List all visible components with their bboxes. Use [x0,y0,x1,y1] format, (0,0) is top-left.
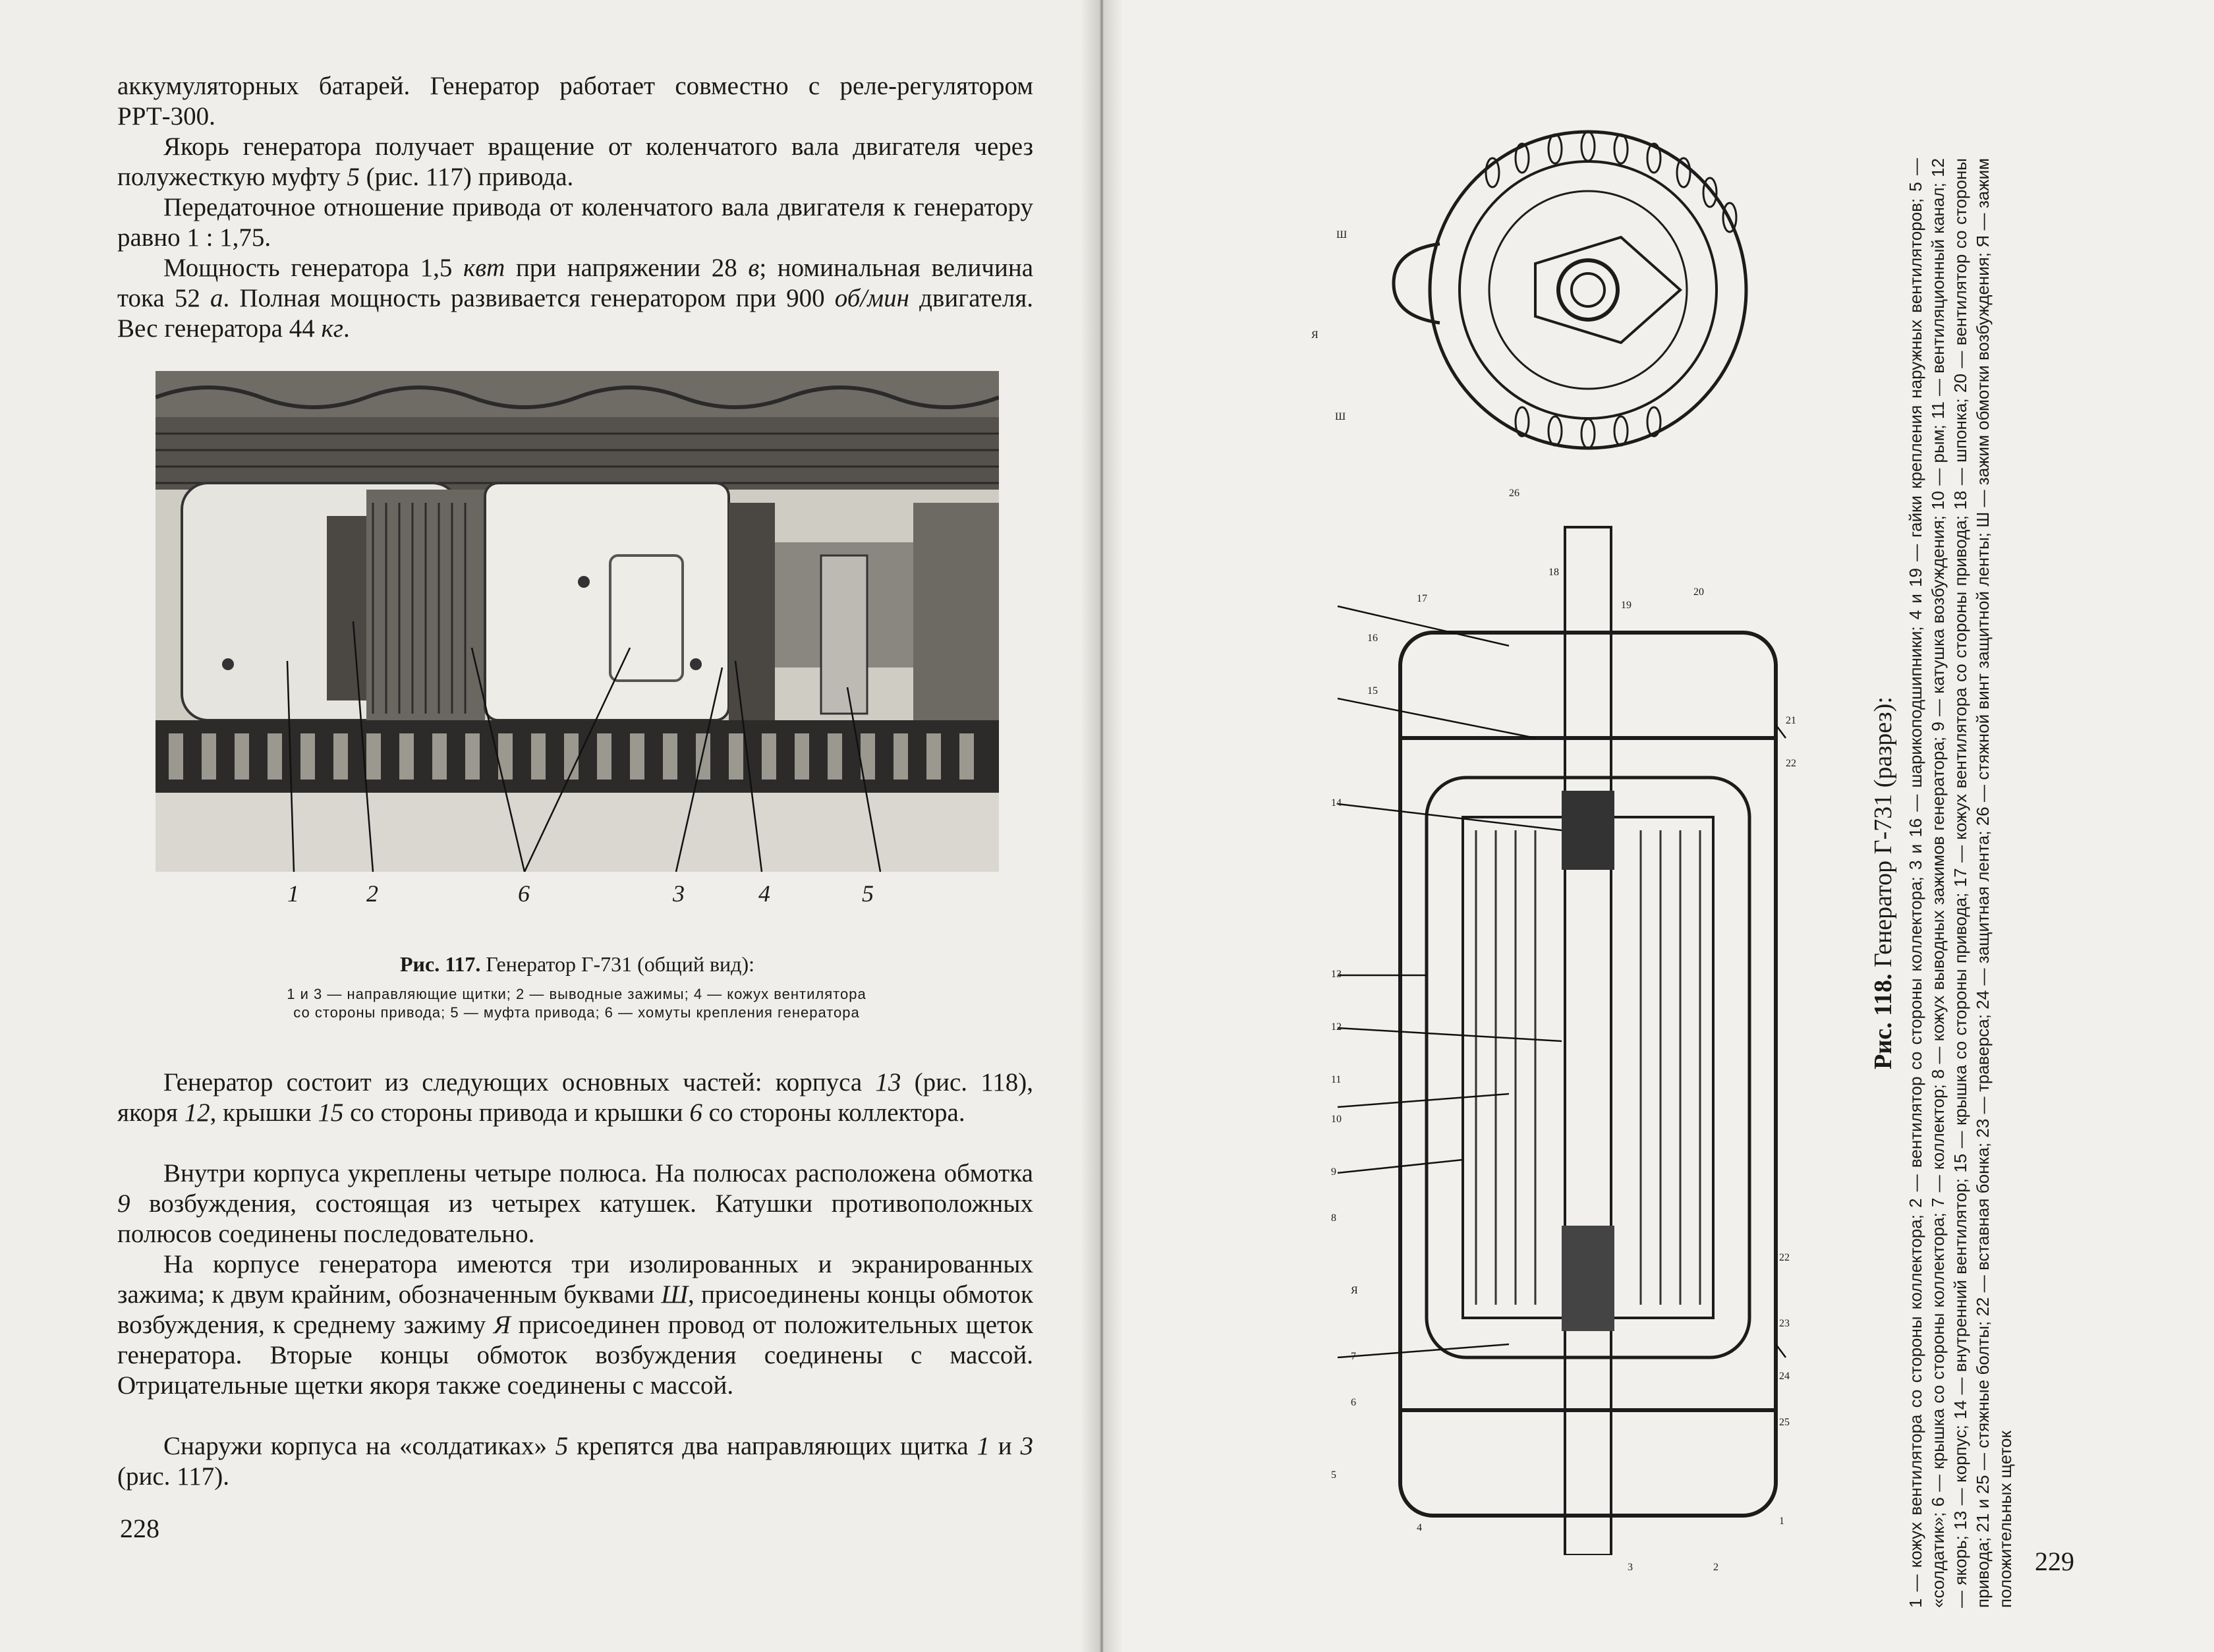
paragraph-4 [117,253,1033,344]
p5-ref-15: 15 [318,1098,344,1127]
fig118-callout-3: 3 [1628,1562,1633,1573]
p5-ref-6: 6 [689,1098,702,1127]
fig118-callout-5: 5 [1331,1469,1336,1481]
fig118-callout-1: 1 [1779,1516,1784,1527]
p7-c: присоединен провод от положительных щеток генератора. Вторые концы обмоток возбуждения соединены с массой. Отрицательные щетки якоря также соединены с массой. [117,1311,1033,1400]
figure-118-caption-title: Рис. 118. [1869,973,1897,1069]
fig118-callout-18: 18 [1548,567,1559,578]
paragraph-7 [117,1249,1033,1401]
figure-117-legend [171,985,982,1022]
fig118-callout-11: 11 [1331,1074,1342,1085]
p4-b: при напряжении 28 [505,254,749,282]
p8-b: крепятся два направляющих щитка [568,1432,977,1460]
p6-ref-9: 9 [117,1189,130,1218]
fig118-callout-7: 7 [1351,1351,1356,1362]
figure-118-caption-block [1869,158,2106,1608]
p4-unit-rpm: об/мин [834,284,909,312]
fig118-callout-26: 26 [1509,488,1519,499]
p4-unit-kg: кг [321,314,343,343]
fig117-callout-2: 2 [366,880,378,907]
paragraph-1 [117,71,1033,132]
p2-text-b: (рис. 117) привода. [359,163,574,191]
p7-letter-ya: Я [494,1311,511,1339]
p4-unit-a: а [210,284,223,312]
fig118-callout-9: 9 [1331,1166,1336,1178]
fig118-callout-25: 25 [1779,1417,1790,1428]
paragraph-3 [117,192,1033,253]
figure-117-caption-title: Рис. 117. [400,952,481,976]
p6-b: возбуждения, состоящая из четырех катушек. Катушки противоположных полюсов соединены последовательно. [117,1189,1033,1248]
p4-d: . Полная мощность развивается генератором при 900 [223,284,835,312]
fig118-callout-6: 6 [1351,1397,1356,1408]
p2-text-a: Якорь генератора получает вращение от коленчатого вала двигателя через полужесткую муфту [117,132,1033,191]
paragraph-8 [117,1431,1033,1492]
book-gutter [1081,0,1123,1652]
fig118-callout-8: 8 [1331,1212,1336,1224]
p4-unit-v: в [748,254,760,282]
p4-e: двигателя. Вес генератора 44 [117,284,1034,343]
paragraph-2 [117,132,1033,192]
fig118-callout-4: 4 [1417,1522,1422,1533]
fig117-callout-1: 1 [287,880,299,907]
p4-f: . [343,314,350,343]
fig118-callout-10: 10 [1331,1114,1342,1125]
fig118-callout-17: 17 [1417,593,1427,604]
left-page [0,0,1102,1652]
p5-ref-12: 12 [184,1098,210,1127]
p8-ref-3: 3 [1020,1432,1033,1460]
p8-ref-5: 5 [555,1432,569,1460]
p7-a: На корпусе генератора имеются три изолированных и экранированных зажима; к двум крайним, обозначенным буквами [117,1250,1033,1309]
figure-117 [156,371,999,927]
p4-c: ; номинальная величина тока 52 [117,254,1033,312]
p8-ref-1: 1 [977,1432,990,1460]
figure-118-legend: 1 — кожух вентилятора со стороны коллектора; 2 — вентилятор со стороны коллектора; 3 и 16 — шарикоподшипники; 4 и 19 — гайки крепления наружных вентиляторов; 5 — «солдатик»; 6 — крышка со стороны коллектора; 7 — коллектор; 8 — кожух выводных зажимов генератора; 9 — катушка возбуждения; 10 — рым; 11 — вентиляционный канал; 12 — якорь; 13 — корпус; 14 — внутренний вентилятор; 15 — крышка со стороны привода; 17 — кожух вентилятора со стороны привода; 18 — шпонка; 20 — вентилятор со стороны привода; 21 и 25 — стяжные болты; 22 — вставная бонка; 23 — траверса; 24 — защитная лента; 26 — стяжной винт защитной ленты; Ш — зажим обмотки возбуждения; Я — зажим положительных щеток [1906,158,2015,1608]
p5-c: , крышки [210,1098,318,1127]
fig117-callout-5: 5 [862,880,874,907]
paragraph-3-text: Передаточное отношение привода от коленчатого вала двигателя к генератору равно 1 : 1,75. [117,193,1033,252]
figure-118-caption-text: Генератор Г-731 (разрез): [1869,697,1897,974]
fig118-callout-24: 24 [1779,1371,1790,1382]
p5-d: со стороны привода и крышки [343,1098,690,1127]
page-number-left: 228 [120,1514,159,1543]
p2-ref-5: 5 [347,163,360,191]
p5-b: (рис. 118), якоря [117,1068,1033,1127]
paragraph-1-text: аккумуляторных батарей. Генератор работает совместно с реле-регулятором РРТ-300. [117,72,1033,130]
fig118-callout-22-bottom: 22 [1779,1252,1790,1263]
fig118-callout-20: 20 [1693,586,1704,598]
figure-117-caption-text: Генератор Г-731 (общий вид): [480,952,754,976]
p8-d: (рис. 117). [117,1462,229,1491]
fig118-callout-22-top: 22 [1786,758,1796,769]
fig118-callout-23: 23 [1779,1318,1790,1329]
p8-a: Снаружи корпуса на «солдатиках» [163,1432,555,1460]
figure-118 [1311,105,1812,1555]
fig118-callout-19: 19 [1621,600,1632,611]
fig118-callout-21: 21 [1786,715,1796,726]
figure-118-caption [1869,158,1898,1608]
fig118-callout-sh-top: Ш [1336,229,1348,241]
generator-photo [156,371,999,872]
p4-a: Мощность генератора 1,5 [163,254,463,282]
fig118-callout-12: 12 [1331,1021,1342,1033]
p7-b: , присоединены концы обмоток возбуждения, к среднему зажиму [117,1280,1034,1339]
p5-e: со стороны коллектора. [702,1098,965,1127]
fig117-callout-6: 6 [518,880,530,907]
fig118-callout-2: 2 [1713,1562,1718,1573]
generator-cross-section-drawing [1311,105,1812,1555]
p7-letter-sh: Ш [661,1280,688,1309]
p5-a: Генератор состоит из следующих основных частей: корпуса [163,1068,876,1097]
fig117-callout-3: 3 [673,880,685,907]
paragraph-5 [117,1068,1033,1128]
fig118-callout-14: 14 [1331,797,1342,809]
p6-a: Внутри корпуса укреплены четыре полюса. На полюсах расположена обмотка [163,1159,1033,1187]
fig118-callout-ya-top: Я [1311,329,1319,341]
figure-117-caption [156,952,999,977]
fig118-callout-ya: Я [1351,1285,1358,1296]
page-number-right: 229 [2035,1547,2074,1576]
fig118-callout-15: 15 [1367,685,1378,697]
paragraph-6 [117,1158,1033,1249]
fig118-callout-16: 16 [1367,633,1378,644]
p5-ref-13: 13 [875,1068,901,1097]
p8-c: и [990,1432,1021,1460]
figure-117-legend-line-2: со стороны привода; 5 — муфта привода; 6 — хомуты крепления генератора [293,1004,860,1021]
fig117-callout-4: 4 [758,880,770,907]
p4-unit-kvt: квт [463,254,505,282]
figure-117-legend-line-1: 1 и 3 — направляющие щитки; 2 — выводные зажимы; 4 — кожух вентилятора [287,986,866,1002]
fig118-callout-13: 13 [1331,969,1342,980]
fig118-callout-sh-bottom: Ш [1335,411,1346,422]
